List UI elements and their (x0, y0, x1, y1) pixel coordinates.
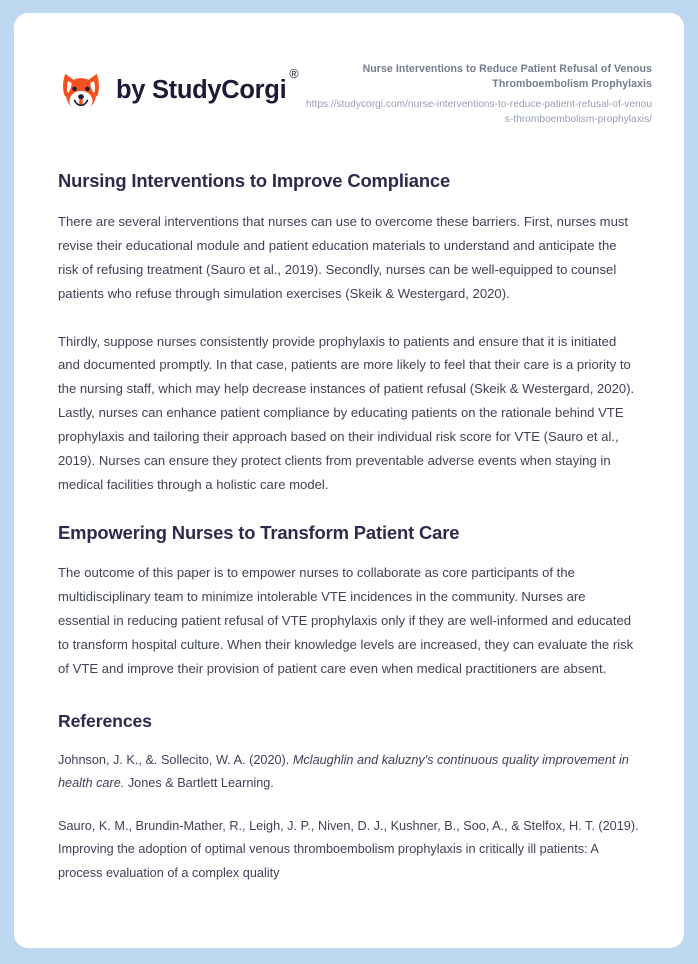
section-nursing-interventions (58, 169, 640, 496)
reference-entry (58, 815, 640, 886)
paragraph: Thirdly, suppose nurses consistently provide prophylaxis to patients and ensure that it is initiated and documented promptly. In that case, patients are more likely to feel that their care is a priority to the nursing staff, which may help decrease instances of patient refusal (Skeik & Westergard, 2020). Lastly, nurses can enhance patient compliance by educating patients on the rationale behind VTE prophylaxis and tailoring their approach based on their individual risk score for VTE (Sauro et al., 2019). Nurses can ensure they protect clients from preventable adverse events when staying in medical facilities through a holistic care model. (58, 333, 635, 492)
paragraph: There are several interventions that nurses can use to overcome these barriers. First, nurses must revise their educational module and patient education materials to understand and anticipate the risk of refusing treatment (Sauro et al., 2019). Secondly, nurses can be well-equipped to counsel patients who refuse through simulation exercises (Skeik & Westergard, 2020). (58, 214, 629, 301)
reference-authors-year: Sauro, K. M., Brundin-Mather, R., Leigh, J. P., Niven, D. J., Kushner, B., Soo, A., & Stelfox, H. T. (2019). Improving the adoption of optimal venous thromboembolism prophylaxis in critically ill patients: A process evaluation of a complex quality (58, 818, 639, 881)
page-header (14, 13, 684, 127)
document-title: Nurse Interventions to Reduce Patient Refusal of Venous Thromboembolism Prophylaxis (362, 63, 652, 91)
corgi-face-icon (58, 68, 104, 114)
reference-title-italic: Mclaughlin and kaluzny's continuous quality improvement in health care. (58, 752, 629, 791)
brand-name-text: by StudyCorgi (116, 76, 287, 105)
document-meta (302, 60, 652, 127)
references-heading: References (58, 710, 152, 731)
document-url[interactable]: https://studycorgi.com/nurse-interventions-to-reduce-patient-refusal-of-venous-thromboembolism-prophylaxis/ (306, 98, 652, 125)
document-page (14, 13, 684, 948)
studycorgi-brand (58, 60, 298, 114)
references-section (58, 711, 640, 886)
reference-authors-year: Johnson, J. K., &. Sollecito, W. A. (2020). (58, 752, 293, 767)
document-body (14, 169, 684, 885)
reference-publisher: Jones & Bartlett Learning. (124, 776, 274, 791)
section-heading: Empowering Nurses to Transform Patient Care (58, 522, 460, 544)
section-empowering-nurses (58, 521, 640, 680)
paragraph: The outcome of this paper is to empower nurses to collaborate as core participants of the multidisciplinary team to minimize intolerable VTE incidences in the community. Nurses are essential in reducing patient refusal of VTE prophylaxis only if they are well-informed and educated to transform hospital culture. When their knowledge levels are increased, they can evaluate the risk of VTE and improve their provision of patient care even when medical practitioners are absent. (58, 565, 634, 676)
registered-trademark-symbol: ® (289, 67, 299, 82)
section-heading: Nursing Interventions to Improve Compliance (58, 170, 451, 192)
brand-name (116, 67, 299, 105)
reference-entry (58, 749, 640, 796)
